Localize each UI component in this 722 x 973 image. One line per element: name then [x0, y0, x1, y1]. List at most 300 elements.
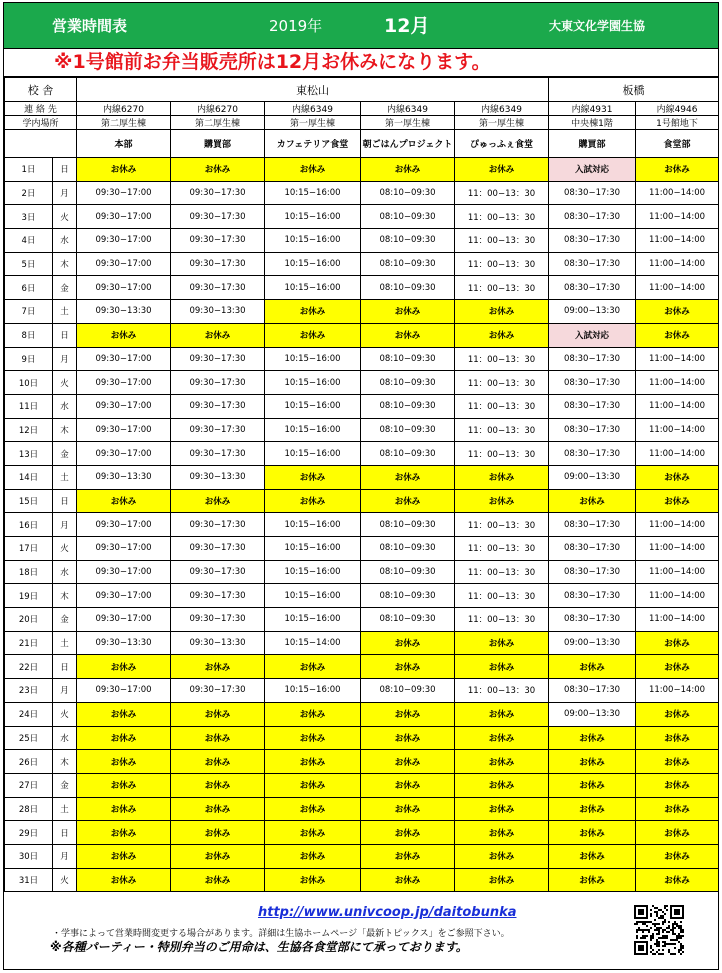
- hours-cell: 09:30−17:30: [171, 537, 265, 561]
- hours-cell: 08:10−09:30: [361, 394, 455, 418]
- hours-cell: 08:10−09:30: [361, 347, 455, 371]
- closed-cell: お休み: [171, 323, 265, 347]
- campus-higashimatsuyama: 東松山: [77, 78, 549, 102]
- hours-cell: 11：00−13：30: [455, 442, 549, 466]
- weekday-cell: 水: [53, 229, 77, 253]
- hours-cell: 10:15−16:00: [265, 371, 361, 395]
- hours-cell: 09:30−17:00: [77, 537, 171, 561]
- hours-cell: 09:30−17:30: [171, 205, 265, 229]
- hours-cell: 08:30−17:30: [549, 394, 636, 418]
- hours-cell: 08:10−09:30: [361, 537, 455, 561]
- hours-cell: 09:30−17:00: [77, 608, 171, 632]
- hours-cell: 08:10−09:30: [361, 679, 455, 703]
- hours-cell: 08:30−17:30: [549, 679, 636, 703]
- closed-cell: お休み: [455, 489, 549, 513]
- contact-cell: 内線6270: [77, 102, 171, 116]
- closed-cell: お休み: [361, 631, 455, 655]
- party-order-note: ※各種パーティー・特別弁当のご用命は、生協各食堂部にて承っております。: [50, 940, 468, 954]
- hours-cell: 09:30−17:30: [171, 347, 265, 371]
- hours-cell: 09:30−17:00: [77, 347, 171, 371]
- table-row: [5, 560, 719, 584]
- hours-cell: 08:10−09:30: [361, 371, 455, 395]
- table-row: [5, 537, 719, 561]
- table-row: [5, 679, 719, 703]
- closed-cell: お休み: [636, 844, 719, 868]
- closed-cell: お休み: [549, 489, 636, 513]
- weekday-cell: 月: [53, 844, 77, 868]
- closed-cell: お休み: [77, 797, 171, 821]
- weekday-cell: 金: [53, 608, 77, 632]
- closed-cell: お休み: [361, 726, 455, 750]
- closed-cell: お休み: [636, 489, 719, 513]
- weekday-cell: 火: [53, 702, 77, 726]
- hours-cell: 09:00−13:30: [549, 300, 636, 324]
- closed-cell: お休み: [361, 750, 455, 774]
- hours-cell: 10:15−16:00: [265, 205, 361, 229]
- closed-cell: お休み: [171, 844, 265, 868]
- closed-cell: お休み: [361, 844, 455, 868]
- hours-cell: 11：00−13：30: [455, 371, 549, 395]
- table-row: [5, 513, 719, 537]
- table-row: [5, 773, 719, 797]
- day-cell: 31日: [5, 868, 53, 892]
- hours-cell: 08:30−17:30: [549, 418, 636, 442]
- day-cell: 17日: [5, 537, 53, 561]
- day-cell: 30日: [5, 844, 53, 868]
- hours-cell: 11:00−14:00: [636, 371, 719, 395]
- hours-cell: 11：00−13：30: [455, 584, 549, 608]
- day-cell: 24日: [5, 702, 53, 726]
- hours-cell: 09:30−17:30: [171, 679, 265, 703]
- hours-cell: 08:10−09:30: [361, 513, 455, 537]
- hours-cell: 11:00−14:00: [636, 513, 719, 537]
- table-row: [5, 702, 719, 726]
- closed-cell: お休み: [549, 821, 636, 845]
- hours-cell: 11：00−13：30: [455, 205, 549, 229]
- hours-cell: 11：00−13：30: [455, 276, 549, 300]
- weekday-cell: 月: [53, 513, 77, 537]
- closed-cell: お休み: [171, 797, 265, 821]
- hours-cell: 11:00−14:00: [636, 560, 719, 584]
- table-row: [5, 205, 719, 229]
- hours-cell: 09:30−17:00: [77, 371, 171, 395]
- day-cell: 6日: [5, 276, 53, 300]
- hours-cell: 08:30−17:30: [549, 560, 636, 584]
- closed-cell: お休み: [636, 702, 719, 726]
- hours-cell: 10:15−16:00: [265, 276, 361, 300]
- day-cell: 2日: [5, 181, 53, 205]
- hours-cell: 09:30−17:30: [171, 418, 265, 442]
- weekday-cell: 木: [53, 750, 77, 774]
- hours-cell: 08:10−09:30: [361, 608, 455, 632]
- weekday-cell: 日: [53, 158, 77, 182]
- hours-cell: 10:15−16:00: [265, 560, 361, 584]
- day-cell: 21日: [5, 631, 53, 655]
- closed-cell: お休み: [77, 750, 171, 774]
- day-cell: 7日: [5, 300, 53, 324]
- store-name: 朝ごはんプロジェクト: [361, 130, 455, 158]
- closed-cell: お休み: [171, 821, 265, 845]
- closed-cell: お休み: [171, 868, 265, 892]
- schedule-sheet: [3, 2, 719, 970]
- day-cell: 28日: [5, 797, 53, 821]
- exam-cell: 入試対応: [549, 323, 636, 347]
- closed-cell: お休み: [361, 465, 455, 489]
- hours-cell: 08:10−09:30: [361, 584, 455, 608]
- hours-cell: 09:30−17:00: [77, 442, 171, 466]
- hours-cell: 09:30−17:00: [77, 181, 171, 205]
- hours-cell: 10:15−16:00: [265, 584, 361, 608]
- hours-cell: 11：00−13：30: [455, 229, 549, 253]
- closed-cell: お休み: [455, 323, 549, 347]
- closed-cell: お休み: [265, 702, 361, 726]
- closed-cell: お休み: [549, 797, 636, 821]
- closed-cell: お休み: [455, 655, 549, 679]
- weekday-cell: 日: [53, 821, 77, 845]
- table-row: [5, 868, 719, 892]
- hours-cell: 09:30−17:00: [77, 418, 171, 442]
- hours-cell: 08:30−17:30: [549, 513, 636, 537]
- closed-cell: お休み: [455, 631, 549, 655]
- hours-cell: 11：00−13：30: [455, 513, 549, 537]
- closed-cell: お休み: [171, 750, 265, 774]
- closed-cell: お休み: [455, 465, 549, 489]
- hours-cell: 09:00−13:30: [549, 702, 636, 726]
- weekday-cell: 土: [53, 797, 77, 821]
- hours-cell: 11：00−13：30: [455, 181, 549, 205]
- day-cell: 13日: [5, 442, 53, 466]
- hours-cell: 10:15−16:00: [265, 418, 361, 442]
- closed-cell: お休み: [636, 797, 719, 821]
- weekday-cell: 木: [53, 584, 77, 608]
- footer: [4, 901, 718, 969]
- table-row: [5, 821, 719, 845]
- closed-cell: お休み: [77, 655, 171, 679]
- weekday-cell: 水: [53, 394, 77, 418]
- table-row: [5, 726, 719, 750]
- hours-cell: 09:30−17:30: [171, 276, 265, 300]
- table-row: [5, 394, 719, 418]
- day-cell: 25日: [5, 726, 53, 750]
- hours-cell: 11:00−14:00: [636, 537, 719, 561]
- hours-cell: 10:15−16:00: [265, 181, 361, 205]
- table-row: [5, 797, 719, 821]
- hours-cell: 08:30−17:30: [549, 229, 636, 253]
- weekday-cell: 日: [53, 655, 77, 679]
- closed-cell: お休み: [265, 323, 361, 347]
- hours-cell: 09:30−17:30: [171, 442, 265, 466]
- day-cell: 15日: [5, 489, 53, 513]
- hours-cell: 09:30−17:30: [171, 560, 265, 584]
- hours-cell: 11:00−14:00: [636, 252, 719, 276]
- weekday-cell: 月: [53, 347, 77, 371]
- weekday-cell: 木: [53, 418, 77, 442]
- hours-table: [4, 77, 719, 892]
- location-cell: 中央棟1階: [549, 116, 636, 130]
- table-row: [5, 750, 719, 774]
- contact-label: 連 絡 先: [5, 102, 77, 116]
- weekday-cell: 土: [53, 631, 77, 655]
- closed-cell: お休み: [171, 655, 265, 679]
- hours-cell: 11：00−13：30: [455, 679, 549, 703]
- store-name: ぴゅっふぇ食堂: [455, 130, 549, 158]
- hours-cell: 09:30−13:30: [77, 300, 171, 324]
- hours-cell: 09:30−17:00: [77, 229, 171, 253]
- hours-cell: 08:30−17:30: [549, 181, 636, 205]
- closed-cell: お休み: [636, 158, 719, 182]
- hours-cell: 08:30−17:30: [549, 252, 636, 276]
- hours-cell: 10:15−16:00: [265, 394, 361, 418]
- closed-cell: お休み: [265, 773, 361, 797]
- hours-cell: 10:15−16:00: [265, 679, 361, 703]
- hours-cell: 10:15−16:00: [265, 229, 361, 253]
- closed-cell: お休み: [361, 655, 455, 679]
- closed-cell: お休み: [636, 323, 719, 347]
- closed-cell: お休み: [361, 702, 455, 726]
- contact-cell: 内線4931: [549, 102, 636, 116]
- store-name: カフェテリア食堂: [265, 130, 361, 158]
- closed-cell: お休み: [636, 868, 719, 892]
- weekday-cell: 水: [53, 726, 77, 750]
- table-row: [5, 418, 719, 442]
- closed-cell: お休み: [77, 773, 171, 797]
- closed-cell: お休み: [361, 868, 455, 892]
- hours-cell: 11：00−13：30: [455, 347, 549, 371]
- closed-cell: お休み: [549, 868, 636, 892]
- closed-cell: お休み: [636, 655, 719, 679]
- closed-cell: お休み: [265, 797, 361, 821]
- hours-cell: 10:15−16:00: [265, 513, 361, 537]
- hours-cell: 11:00−14:00: [636, 418, 719, 442]
- hours-cell: 08:10−09:30: [361, 560, 455, 584]
- day-cell: 27日: [5, 773, 53, 797]
- closed-cell: お休み: [549, 655, 636, 679]
- closed-cell: お休み: [549, 726, 636, 750]
- hours-cell: 10:15−16:00: [265, 347, 361, 371]
- hours-cell: 11:00−14:00: [636, 394, 719, 418]
- sheet-title: 営業時間表: [52, 17, 128, 35]
- day-cell: 10日: [5, 371, 53, 395]
- campus-label: 校 舎: [5, 78, 77, 102]
- hours-cell: 08:10−09:30: [361, 181, 455, 205]
- location-cell: 第一厚生棟: [361, 116, 455, 130]
- day-cell: 16日: [5, 513, 53, 537]
- location-cell: 第二厚生棟: [77, 116, 171, 130]
- table-row: [5, 584, 719, 608]
- hours-cell: 09:30−17:00: [77, 560, 171, 584]
- hours-cell: 09:30−17:30: [171, 371, 265, 395]
- table-row: [5, 465, 719, 489]
- closed-cell: お休み: [265, 158, 361, 182]
- day-cell: 1日: [5, 158, 53, 182]
- hours-cell: 09:30−17:00: [77, 252, 171, 276]
- hours-cell: 09:30−17:30: [171, 608, 265, 632]
- closed-cell: お休み: [265, 726, 361, 750]
- closed-cell: お休み: [455, 844, 549, 868]
- hours-cell: 11:00−14:00: [636, 679, 719, 703]
- closed-cell: お休み: [171, 726, 265, 750]
- weekday-cell: 土: [53, 300, 77, 324]
- weekday-cell: 火: [53, 537, 77, 561]
- weekday-cell: 金: [53, 773, 77, 797]
- exam-cell: 入試対応: [549, 158, 636, 182]
- hours-cell: 09:30−17:00: [77, 394, 171, 418]
- weekday-cell: 日: [53, 323, 77, 347]
- hours-cell: 08:10−09:30: [361, 418, 455, 442]
- day-cell: 14日: [5, 465, 53, 489]
- table-row: [5, 181, 719, 205]
- closed-cell: お休み: [265, 300, 361, 324]
- hours-cell: 10:15−16:00: [265, 252, 361, 276]
- closed-cell: お休み: [361, 821, 455, 845]
- closed-cell: お休み: [455, 702, 549, 726]
- closed-cell: お休み: [455, 158, 549, 182]
- weekday-cell: 月: [53, 679, 77, 703]
- hours-cell: 08:30−17:30: [549, 276, 636, 300]
- day-cell: 11日: [5, 394, 53, 418]
- hours-cell: 11：00−13：30: [455, 608, 549, 632]
- hours-cell: 09:30−17:30: [171, 252, 265, 276]
- weekday-cell: 木: [53, 252, 77, 276]
- closed-cell: お休み: [455, 726, 549, 750]
- closed-cell: お休み: [455, 773, 549, 797]
- closed-cell: お休み: [636, 726, 719, 750]
- day-cell: 22日: [5, 655, 53, 679]
- closed-cell: お休み: [265, 868, 361, 892]
- table-row: [5, 323, 719, 347]
- table-row: [5, 608, 719, 632]
- hours-cell: 09:00−13:30: [549, 631, 636, 655]
- hours-cell: 08:10−09:30: [361, 229, 455, 253]
- closure-notice: ※1号館前お弁当販売所は12月お休みになります。: [4, 49, 718, 77]
- hours-cell: 08:30−17:30: [549, 371, 636, 395]
- closed-cell: お休み: [636, 631, 719, 655]
- hours-cell: 11:00−14:00: [636, 442, 719, 466]
- hours-cell: 09:30−17:00: [77, 513, 171, 537]
- location-label: 学内場所: [5, 116, 77, 130]
- closed-cell: お休み: [361, 158, 455, 182]
- table-row: [5, 655, 719, 679]
- header-bar: [4, 3, 718, 49]
- contact-cell: 内線6349: [361, 102, 455, 116]
- closed-cell: お休み: [265, 821, 361, 845]
- hours-cell: 11:00−14:00: [636, 347, 719, 371]
- closed-cell: お休み: [77, 821, 171, 845]
- hours-cell: 09:30−13:30: [171, 465, 265, 489]
- table-row: [5, 489, 719, 513]
- campus-itabashi: 板橋: [549, 78, 719, 102]
- hours-cell: 08:30−17:30: [549, 347, 636, 371]
- closed-cell: お休み: [77, 489, 171, 513]
- table-row: [5, 276, 719, 300]
- hours-cell: 11:00−14:00: [636, 584, 719, 608]
- weekday-cell: 金: [53, 442, 77, 466]
- weekday-cell: 水: [53, 560, 77, 584]
- schedule-change-note: ・学事によって営業時間変更する場合があります。詳細は生協ホームページ「最新トピックス」をご参照下さい。: [52, 929, 510, 939]
- closed-cell: お休み: [455, 797, 549, 821]
- closed-cell: お休み: [361, 489, 455, 513]
- closed-cell: お休み: [636, 465, 719, 489]
- weekday-cell: 火: [53, 868, 77, 892]
- hours-cell: 11:00−14:00: [636, 181, 719, 205]
- table-row: [5, 158, 719, 182]
- weekday-cell: 火: [53, 371, 77, 395]
- hours-cell: 11:00−14:00: [636, 205, 719, 229]
- hours-cell: 09:30−17:30: [171, 229, 265, 253]
- closed-cell: お休み: [361, 773, 455, 797]
- day-cell: 4日: [5, 229, 53, 253]
- day-cell: 23日: [5, 679, 53, 703]
- closed-cell: お休み: [549, 773, 636, 797]
- org-name: 大東文化学園生協: [549, 19, 646, 33]
- store-name: 購買部: [549, 130, 636, 158]
- day-cell: 29日: [5, 821, 53, 845]
- table-row: [5, 631, 719, 655]
- closed-cell: お休み: [171, 489, 265, 513]
- weekday-cell: 金: [53, 276, 77, 300]
- closed-cell: お休み: [636, 821, 719, 845]
- closed-cell: お休み: [455, 868, 549, 892]
- hours-cell: 08:30−17:30: [549, 205, 636, 229]
- hours-cell: 11：00−13：30: [455, 418, 549, 442]
- table-row: [5, 442, 719, 466]
- hours-cell: 09:30−17:00: [77, 276, 171, 300]
- hours-cell: 11:00−14:00: [636, 608, 719, 632]
- store-name: 購買部: [171, 130, 265, 158]
- table-row: [5, 371, 719, 395]
- hours-cell: 09:00−13:30: [549, 465, 636, 489]
- hours-cell: 09:30−13:30: [171, 300, 265, 324]
- location-cell: 1号館地下: [636, 116, 719, 130]
- table-row: [5, 844, 719, 868]
- store-name: 食堂部: [636, 130, 719, 158]
- hours-cell: 09:30−17:30: [171, 513, 265, 537]
- contact-cell: 内線6349: [455, 102, 549, 116]
- hours-cell: 09:30−17:00: [77, 584, 171, 608]
- hours-cell: 11：00−13：30: [455, 537, 549, 561]
- coop-website-link[interactable]: http://www.univcoop.jp/daitobunka: [258, 905, 517, 920]
- table-row: [5, 300, 719, 324]
- closed-cell: お休み: [77, 702, 171, 726]
- hours-cell: 08:10−09:30: [361, 442, 455, 466]
- closed-cell: お休み: [77, 868, 171, 892]
- hours-cell: 08:10−09:30: [361, 276, 455, 300]
- table-row: [5, 347, 719, 371]
- hours-cell: 08:10−09:30: [361, 252, 455, 276]
- hours-cell: 11：00−13：30: [455, 560, 549, 584]
- closed-cell: お休み: [361, 797, 455, 821]
- location-cell: 第一厚生棟: [265, 116, 361, 130]
- store-header-blank: [5, 130, 77, 158]
- hours-cell: 08:30−17:30: [549, 537, 636, 561]
- hours-cell: 09:30−17:00: [77, 205, 171, 229]
- hours-cell: 10:15−16:00: [265, 442, 361, 466]
- hours-cell: 10:15−14:00: [265, 631, 361, 655]
- store-name: 本部: [77, 130, 171, 158]
- month-label: 12月: [384, 15, 430, 37]
- closed-cell: お休み: [361, 323, 455, 347]
- day-cell: 8日: [5, 323, 53, 347]
- hours-cell: 10:15−16:00: [265, 537, 361, 561]
- year-label: 2019年: [269, 17, 323, 35]
- closed-cell: お休み: [265, 844, 361, 868]
- closed-cell: お休み: [455, 300, 549, 324]
- qr-code-icon: [634, 905, 684, 955]
- location-cell: 第二厚生棟: [171, 116, 265, 130]
- hours-cell: 09:30−17:00: [77, 679, 171, 703]
- hours-cell: 10:15−16:00: [265, 608, 361, 632]
- closed-cell: お休み: [455, 750, 549, 774]
